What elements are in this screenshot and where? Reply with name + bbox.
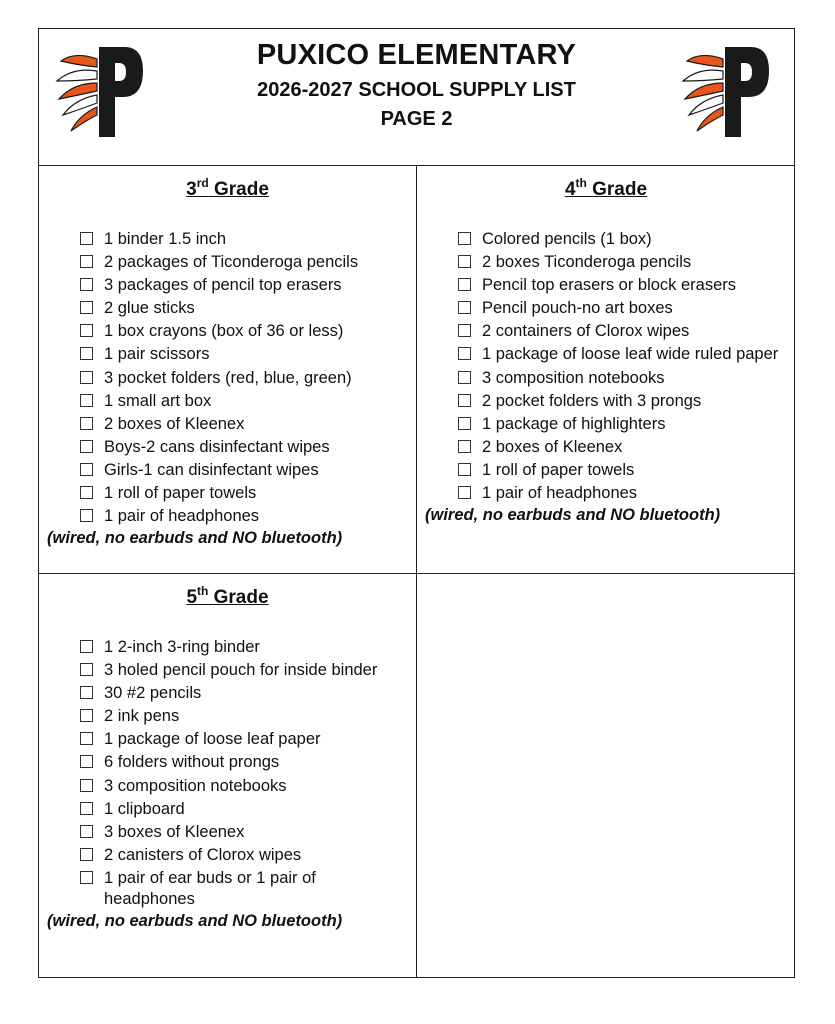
list-item: 1 package of loose leaf paper xyxy=(39,729,416,750)
checkbox[interactable] xyxy=(80,463,93,476)
list-item: 1 roll of paper towels xyxy=(39,483,416,504)
headphones-note: (wired, no earbuds and NO bluetooth) xyxy=(47,912,343,931)
headphones-note: (wired, no earbuds and NO bluetooth) xyxy=(425,506,721,525)
grade-3-heading: 3rd Grade xyxy=(186,176,269,200)
checkbox[interactable] xyxy=(80,640,93,653)
checkbox[interactable] xyxy=(80,417,93,430)
school-logo-right xyxy=(681,45,771,141)
list-item: 1 pair of ear buds or 1 pair of headphones xyxy=(39,868,416,910)
checkbox[interactable] xyxy=(458,394,471,407)
grade-3-section xyxy=(39,166,416,548)
checkbox[interactable] xyxy=(80,732,93,745)
checkbox[interactable] xyxy=(80,709,93,722)
list-item: 2 containers of Clorox wipes xyxy=(417,321,795,342)
grade-4-list xyxy=(417,229,795,504)
list-item: 2 packages of Ticonderoga pencils xyxy=(39,252,416,273)
checkbox[interactable] xyxy=(80,278,93,291)
grade-4-section xyxy=(417,166,795,525)
checkbox[interactable] xyxy=(80,440,93,453)
list-item: 2 boxes Ticonderoga pencils xyxy=(417,252,795,273)
checkbox[interactable] xyxy=(458,255,471,268)
list-item: 3 packages of pencil top erasers xyxy=(39,275,416,296)
list-item: 1 package of highlighters xyxy=(417,414,795,435)
grade-4-heading: 4th Grade xyxy=(564,176,648,200)
list-item: Girls-1 can disinfectant wipes xyxy=(39,460,416,481)
school-name: PUXICO ELEMENTARY xyxy=(256,39,577,71)
list-item: 2 ink pens xyxy=(39,706,416,727)
list-item: 1 small art box xyxy=(39,391,416,412)
checkbox[interactable] xyxy=(80,802,93,815)
checkbox[interactable] xyxy=(80,394,93,407)
list-item: 30 #2 pencils xyxy=(39,683,416,704)
checkbox[interactable] xyxy=(80,301,93,314)
list-item: 2 boxes of Kleenex xyxy=(39,414,416,435)
list-item: 1 pair of headphones xyxy=(39,506,416,527)
checkbox[interactable] xyxy=(80,347,93,360)
list-item: 2 canisters of Clorox wipes xyxy=(39,845,416,866)
list-item: 3 boxes of Kleenex xyxy=(39,822,416,843)
list-item: 3 holed pencil pouch for inside binder xyxy=(39,660,416,681)
checkbox[interactable] xyxy=(458,486,471,499)
checkbox[interactable] xyxy=(458,347,471,360)
checkbox[interactable] xyxy=(458,371,471,384)
list-item: 2 pocket folders with 3 prongs xyxy=(417,391,795,412)
page-number: PAGE 2 xyxy=(380,108,453,130)
checkbox[interactable] xyxy=(80,779,93,792)
checkbox[interactable] xyxy=(80,755,93,768)
list-item: 3 composition notebooks xyxy=(39,776,416,797)
checkbox[interactable] xyxy=(458,324,471,337)
list-item: 1 2-inch 3-ring binder xyxy=(39,637,416,658)
grade-5-section xyxy=(39,574,416,931)
list-item: 6 folders without prongs xyxy=(39,752,416,773)
checkbox[interactable] xyxy=(80,371,93,384)
list-item: 1 pair scissors xyxy=(39,344,416,365)
checkbox[interactable] xyxy=(458,440,471,453)
grade-5-list xyxy=(39,637,416,910)
list-item: 1 roll of paper towels xyxy=(417,460,795,481)
list-item: Pencil pouch-no art boxes xyxy=(417,298,795,319)
list-item: 1 clipboard xyxy=(39,799,416,820)
list-title: 2026-2027 SCHOOL SUPPLY LIST xyxy=(257,79,576,101)
checkbox[interactable] xyxy=(80,825,93,838)
list-item: 1 package of loose leaf wide ruled paper xyxy=(417,344,795,365)
list-item: 1 binder 1.5 inch xyxy=(39,229,416,250)
checkbox[interactable] xyxy=(458,278,471,291)
header xyxy=(39,29,794,166)
checkbox[interactable] xyxy=(80,848,93,861)
list-item: 3 composition notebooks xyxy=(417,368,795,389)
list-item: 1 box crayons (box of 36 or less) xyxy=(39,321,416,342)
checkbox[interactable] xyxy=(80,871,93,884)
grade-3-list xyxy=(39,229,416,527)
checkbox[interactable] xyxy=(458,417,471,430)
supply-list-frame xyxy=(38,28,795,978)
list-item: 2 boxes of Kleenex xyxy=(417,437,795,458)
checkbox[interactable] xyxy=(80,232,93,245)
list-item: 2 glue sticks xyxy=(39,298,416,319)
list-item: 1 pair of headphones xyxy=(417,483,795,504)
headphones-note: (wired, no earbuds and NO bluetooth) xyxy=(47,529,343,548)
list-item: Pencil top erasers or block erasers xyxy=(417,275,795,296)
checkbox[interactable] xyxy=(80,663,93,676)
checkbox[interactable] xyxy=(80,509,93,522)
checkbox[interactable] xyxy=(458,301,471,314)
list-item: Boys-2 cans disinfectant wipes xyxy=(39,437,416,458)
checkbox[interactable] xyxy=(80,324,93,337)
list-item: 3 pocket folders (red, blue, green) xyxy=(39,368,416,389)
list-item: Colored pencils (1 box) xyxy=(417,229,795,250)
checkbox[interactable] xyxy=(80,686,93,699)
checkbox[interactable] xyxy=(458,463,471,476)
checkbox[interactable] xyxy=(458,232,471,245)
checkbox[interactable] xyxy=(80,486,93,499)
grade-5-heading: 5th Grade xyxy=(186,584,269,608)
checkbox[interactable] xyxy=(80,255,93,268)
